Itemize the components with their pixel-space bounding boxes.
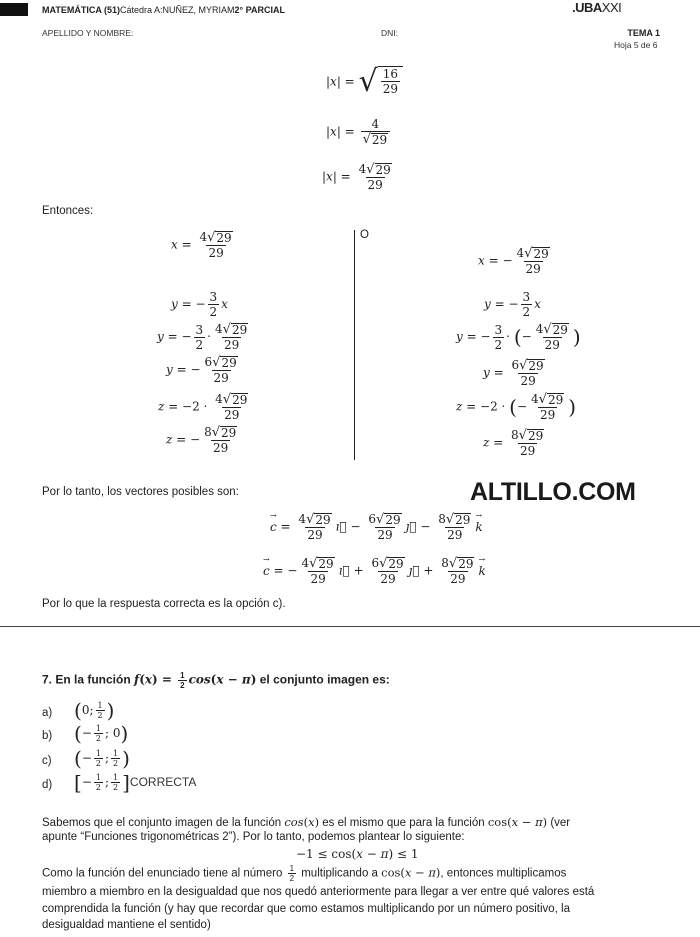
or-label: O: [360, 229, 369, 241]
right-z-eq-2: z = 8 √ 29 29: [483, 428, 544, 458]
right-y-eq-1: y = − $\frac{3}{2}$ x: [484, 290, 541, 319]
option-d-letter: d): [42, 779, 53, 791]
right-x-value: x = − 4 √ 29 29: [478, 246, 549, 276]
explanation-p2-line2: miembro a miembro en la desigualdad que nos quedó anteriormente para llegar a ver entre qué valores está: [42, 886, 595, 898]
explanation-p2-line3: comprendida la función (y hay que recordar que como estamos multiplicando por un número positivo, la: [42, 903, 571, 915]
left-y-eq-3: y = − 6 √ 29 29: [166, 355, 237, 385]
section-divider: [0, 626, 700, 627]
course-code: MATEMÁTICA (51): [42, 5, 120, 15]
vector-c-option-1: c → = 4 √ 29 29 ı⃗ − 6 √ 29 29 ȷ⃗ − 8 √ 29 29 k →: [270, 512, 483, 542]
q7-title-suffix: el conjunto imagen es:: [256, 672, 390, 687]
explanation-p1-line1: Sabemos que el conjunto imagen de la función cos(x) es el mismo que para la función cos(x − π) (ver: [42, 815, 571, 829]
right-z-eq-1: z = −2 · (− 4 √ 29 29 ): [456, 392, 577, 422]
equation-abs-x-2: |x| = 4 √ 29: [326, 117, 392, 147]
left-y-eq-1: y = − $\frac{3}{2}$ x: [171, 290, 228, 319]
option-d-interval: [− $\frac{1}{2}$ ; $\frac{1}{2}$ ]CORRECTA: [74, 770, 197, 795]
equation-abs-x-3: |x| = 4 √ 29 29: [322, 162, 391, 192]
inequality: −1 ≤ cos(x − π) ≤ 1: [296, 847, 419, 861]
option-b-letter: b): [42, 730, 53, 742]
explanation-p1-line2: apunte “Funciones trigonométricas 2”). Por lo tanto, podemos plantear lo siguiente:: [42, 831, 465, 843]
altillo-watermark: ALTILLO.COM: [470, 478, 636, 506]
question-7-title: 7. En la función f(x) = $\frac{1}{2}$ cos(x − π) el conjunto imagen es:: [42, 671, 390, 690]
brand-uba: .UBA: [572, 0, 602, 15]
tema-label: TEMA 1: [627, 28, 660, 38]
explanation-p2-line4: desigualdad mantiene el sentido): [42, 919, 211, 931]
name-label: APELLIDO Y NOMBRE:: [42, 28, 134, 38]
column-divider: [354, 230, 355, 460]
course-chair: Cátedra A:NUÑEZ, MYRIAM: [120, 5, 235, 15]
option-c-letter: c): [42, 755, 52, 767]
right-y-eq-3: y = 6 √ 29 29: [483, 358, 544, 388]
header-black-tab: [0, 3, 28, 16]
left-y-eq-2: y = − $\frac{3}{2}$ · 4 √ 29 29: [157, 322, 248, 352]
left-z-eq-2: z = − 8 √ 29 29: [166, 425, 237, 455]
explanation-p2-line1: Como la función del enunciado tiene al número $\frac{1}{2}$ multiplicando a cos(x − π), entonces multiplicamos: [42, 864, 567, 883]
option-a-letter: a): [42, 707, 53, 719]
respuesta-text: Por lo que la respuesta correcta es la opción c).: [42, 598, 286, 610]
uba-xxi-logo: [572, 0, 621, 15]
correct-answer-mark: CORRECTA: [129, 775, 197, 789]
right-y-eq-2: y = − $\frac{3}{2}$ · (− 4 √ 29 29 ): [456, 322, 581, 352]
vector-c-option-2: c → = − 4 √ 29 29 ı⃗ + 6 √ 29 29 ȷ⃗ + 8 √ 29 29 k →: [263, 556, 486, 586]
page-counter: Hoja 5 de 6: [614, 40, 658, 50]
brand-xxi: XXI: [601, 0, 622, 15]
course-header: [42, 5, 285, 15]
exam-name: 2° PARCIAL: [234, 5, 285, 15]
entonces-text: Entonces:: [42, 205, 94, 217]
equation-abs-x-1: |x| = √ $\frac{16}{29}$: [326, 66, 403, 98]
option-a-interval: (0; $\frac{1}{2}$ ): [74, 698, 115, 723]
dni-label: DNI:: [381, 28, 398, 38]
left-z-eq-1: z = −2 · 4 √ 29 29: [158, 392, 248, 422]
q7-title-prefix: 7. En la función: [42, 672, 135, 687]
left-x-value: x = 4 √ 29 29: [171, 230, 232, 260]
option-c-interval: (− $\frac{1}{2}$ ; $\frac{1}{2}$ ): [74, 746, 130, 771]
option-b-interval: (− $\frac{1}{2}$ ; 0): [74, 721, 129, 746]
por-lo-tanto-text: Por lo tanto, los vectores posibles son:: [42, 486, 239, 498]
